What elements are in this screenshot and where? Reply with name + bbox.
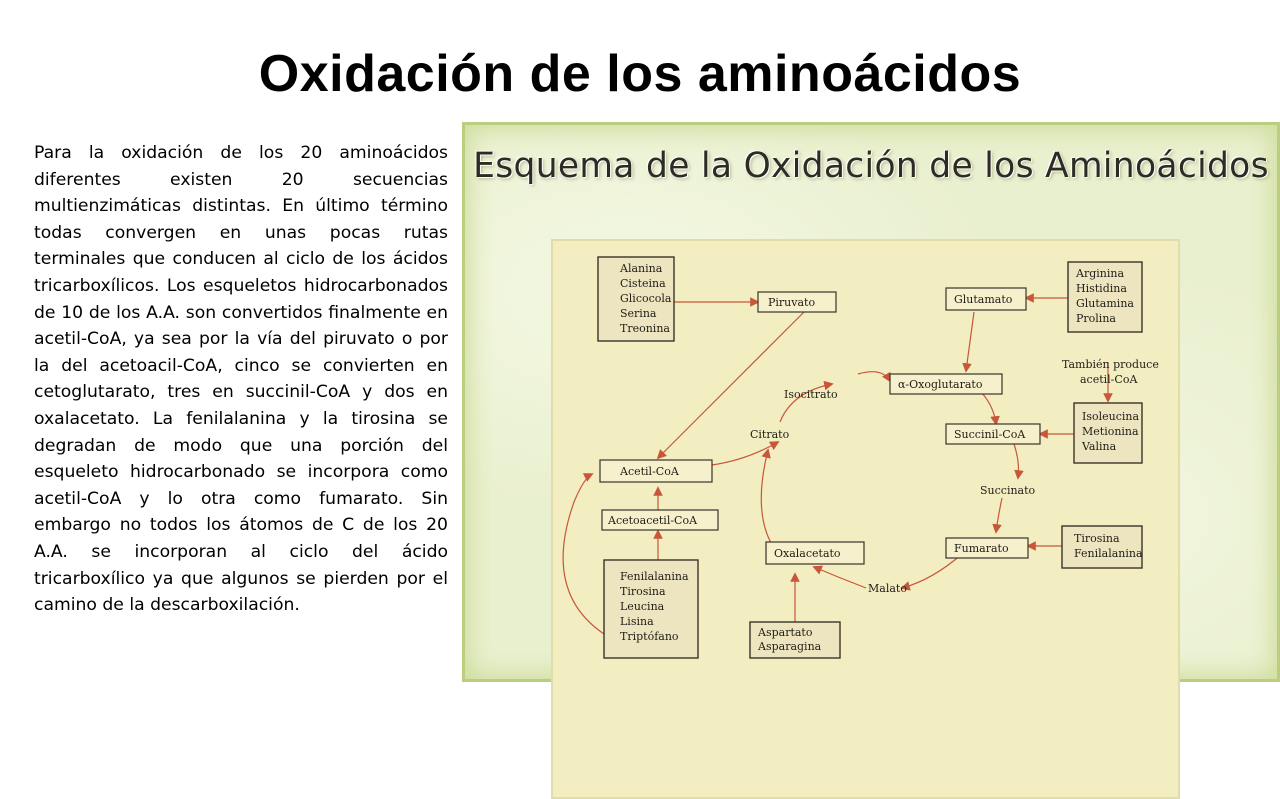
svg-text:Valina: Valina <box>1082 440 1117 453</box>
svg-text:Asparagina: Asparagina <box>758 640 822 653</box>
node-oxoglutarato <box>890 374 1002 394</box>
svg-text:Metionina: Metionina <box>1082 425 1139 438</box>
svg-text:Treonina: Treonina <box>620 322 670 335</box>
svg-text:Triptófano: Triptófano <box>620 630 679 643</box>
svg-text:Tirosina: Tirosina <box>620 585 666 598</box>
label-succinato: Succinato <box>980 484 1036 497</box>
arrow-fumarato-to-malato <box>902 554 962 588</box>
svg-text:Glutamato: Glutamato <box>954 293 1013 306</box>
svg-text:Succinil-CoA: Succinil-CoA <box>954 428 1026 441</box>
svg-text:Fumarato: Fumarato <box>954 542 1009 555</box>
svg-text:acetil-CoA: acetil-CoA <box>1080 373 1138 386</box>
svg-text:Leucina: Leucina <box>620 600 665 613</box>
arrow-succinil-to-succinato <box>1014 444 1019 478</box>
node-piruvato <box>758 292 836 312</box>
group-isoleucina <box>1074 403 1142 463</box>
group-arginina <box>1068 262 1142 332</box>
node-succinil <box>946 424 1040 444</box>
svg-text:También produce: También produce <box>1062 358 1159 371</box>
svg-text:α-Oxoglutarato: α-Oxoglutarato <box>898 378 983 391</box>
arrow-isocitrato-to-oxoglutarato <box>858 372 890 381</box>
group-fenilalanina <box>604 560 698 658</box>
node-acetoacetil <box>602 510 718 530</box>
arrow-oxalacetato-to-citrato <box>761 450 774 548</box>
group-tirosina <box>1062 526 1143 568</box>
group-alanina <box>598 257 674 341</box>
figure-title: Esquema de la Oxidación de los Aminoácidos <box>473 146 1269 186</box>
arrow-fenil-loop-to-acetil <box>563 474 604 634</box>
svg-text:Serina: Serina <box>620 307 657 320</box>
label-isocitrato: Isocitrato <box>784 388 838 401</box>
svg-text:Lisina: Lisina <box>620 615 654 628</box>
arrow-glutamato-to-oxoglutarato <box>966 312 974 371</box>
svg-text:Aspartato: Aspartato <box>758 626 813 639</box>
arrow-malato-to-oxalacetato <box>814 567 866 588</box>
svg-text:Glutamina: Glutamina <box>1076 297 1134 310</box>
metabolism-diagram <box>462 122 1280 682</box>
svg-text:Alanina: Alanina <box>620 262 663 275</box>
svg-text:Oxalacetato: Oxalacetato <box>774 547 841 560</box>
node-glutamato <box>946 288 1026 310</box>
svg-text:Isoleucina: Isoleucina <box>1082 410 1140 423</box>
also-produces-note <box>1062 358 1159 386</box>
arrow-acetil-to-citrato <box>712 442 778 465</box>
group-aspartato <box>750 622 840 658</box>
arrow-succinato-to-fumarato <box>996 498 1002 532</box>
node-acetil <box>600 460 712 482</box>
svg-text:Histidina: Histidina <box>1076 282 1127 295</box>
svg-text:Fenilalanina: Fenilalanina <box>620 570 689 583</box>
body-paragraph: Para la oxidación de los 20 aminoácidos diferentes existen 20 secuencias multienzimáticas distintas. En último término todas convergen en unas pocas rutas terminales que conducen al ciclo de los ácidos tricarboxílicos. Los esqueletos hidrocarbonados de 10 de los A.A. son convertidos finalmente en acetil-CoA, ya sea por la vía del piruvato o por la del acetoacil-CoA, cinco se convierten en cetoglutarato, tres en succinil-CoA y dos en oxalacetato. La fenilalanina y la tirosina se degradan de modo que una porción del esqueleto hidrocarbonado se incorpora como acetil-CoA y lo otra como fumarato. Sin embargo no todos los átomos de C de los 20 A.A. se incorporan al ciclo del ácido tricarboxílico ya que algunos se pierden por el camino de la descarboxilación. <box>34 143 448 616</box>
svg-text:Prolina: Prolina <box>1076 312 1116 325</box>
svg-text:Fenilalanina: Fenilalanina <box>1074 547 1143 560</box>
svg-text:Arginina: Arginina <box>1076 267 1125 280</box>
figure-panel <box>462 122 1280 682</box>
label-citrato: Citrato <box>750 428 790 441</box>
arrow-oxoglutarato-to-succinil <box>982 393 996 424</box>
svg-text:Acetoacetil-CoA: Acetoacetil-CoA <box>608 514 698 527</box>
node-fumarato <box>946 538 1028 558</box>
svg-text:Piruvato: Piruvato <box>768 296 816 309</box>
svg-text:Cisteina: Cisteina <box>620 277 666 290</box>
svg-text:Acetil-CoA: Acetil-CoA <box>620 465 679 478</box>
node-oxalacetato <box>766 542 864 564</box>
svg-text:Glicocola: Glicocola <box>620 292 672 305</box>
slide-title: Oxidación de los aminoácidos <box>258 45 1022 103</box>
label-malato: Malato <box>868 582 907 595</box>
svg-text:Tirosina: Tirosina <box>1074 532 1120 545</box>
